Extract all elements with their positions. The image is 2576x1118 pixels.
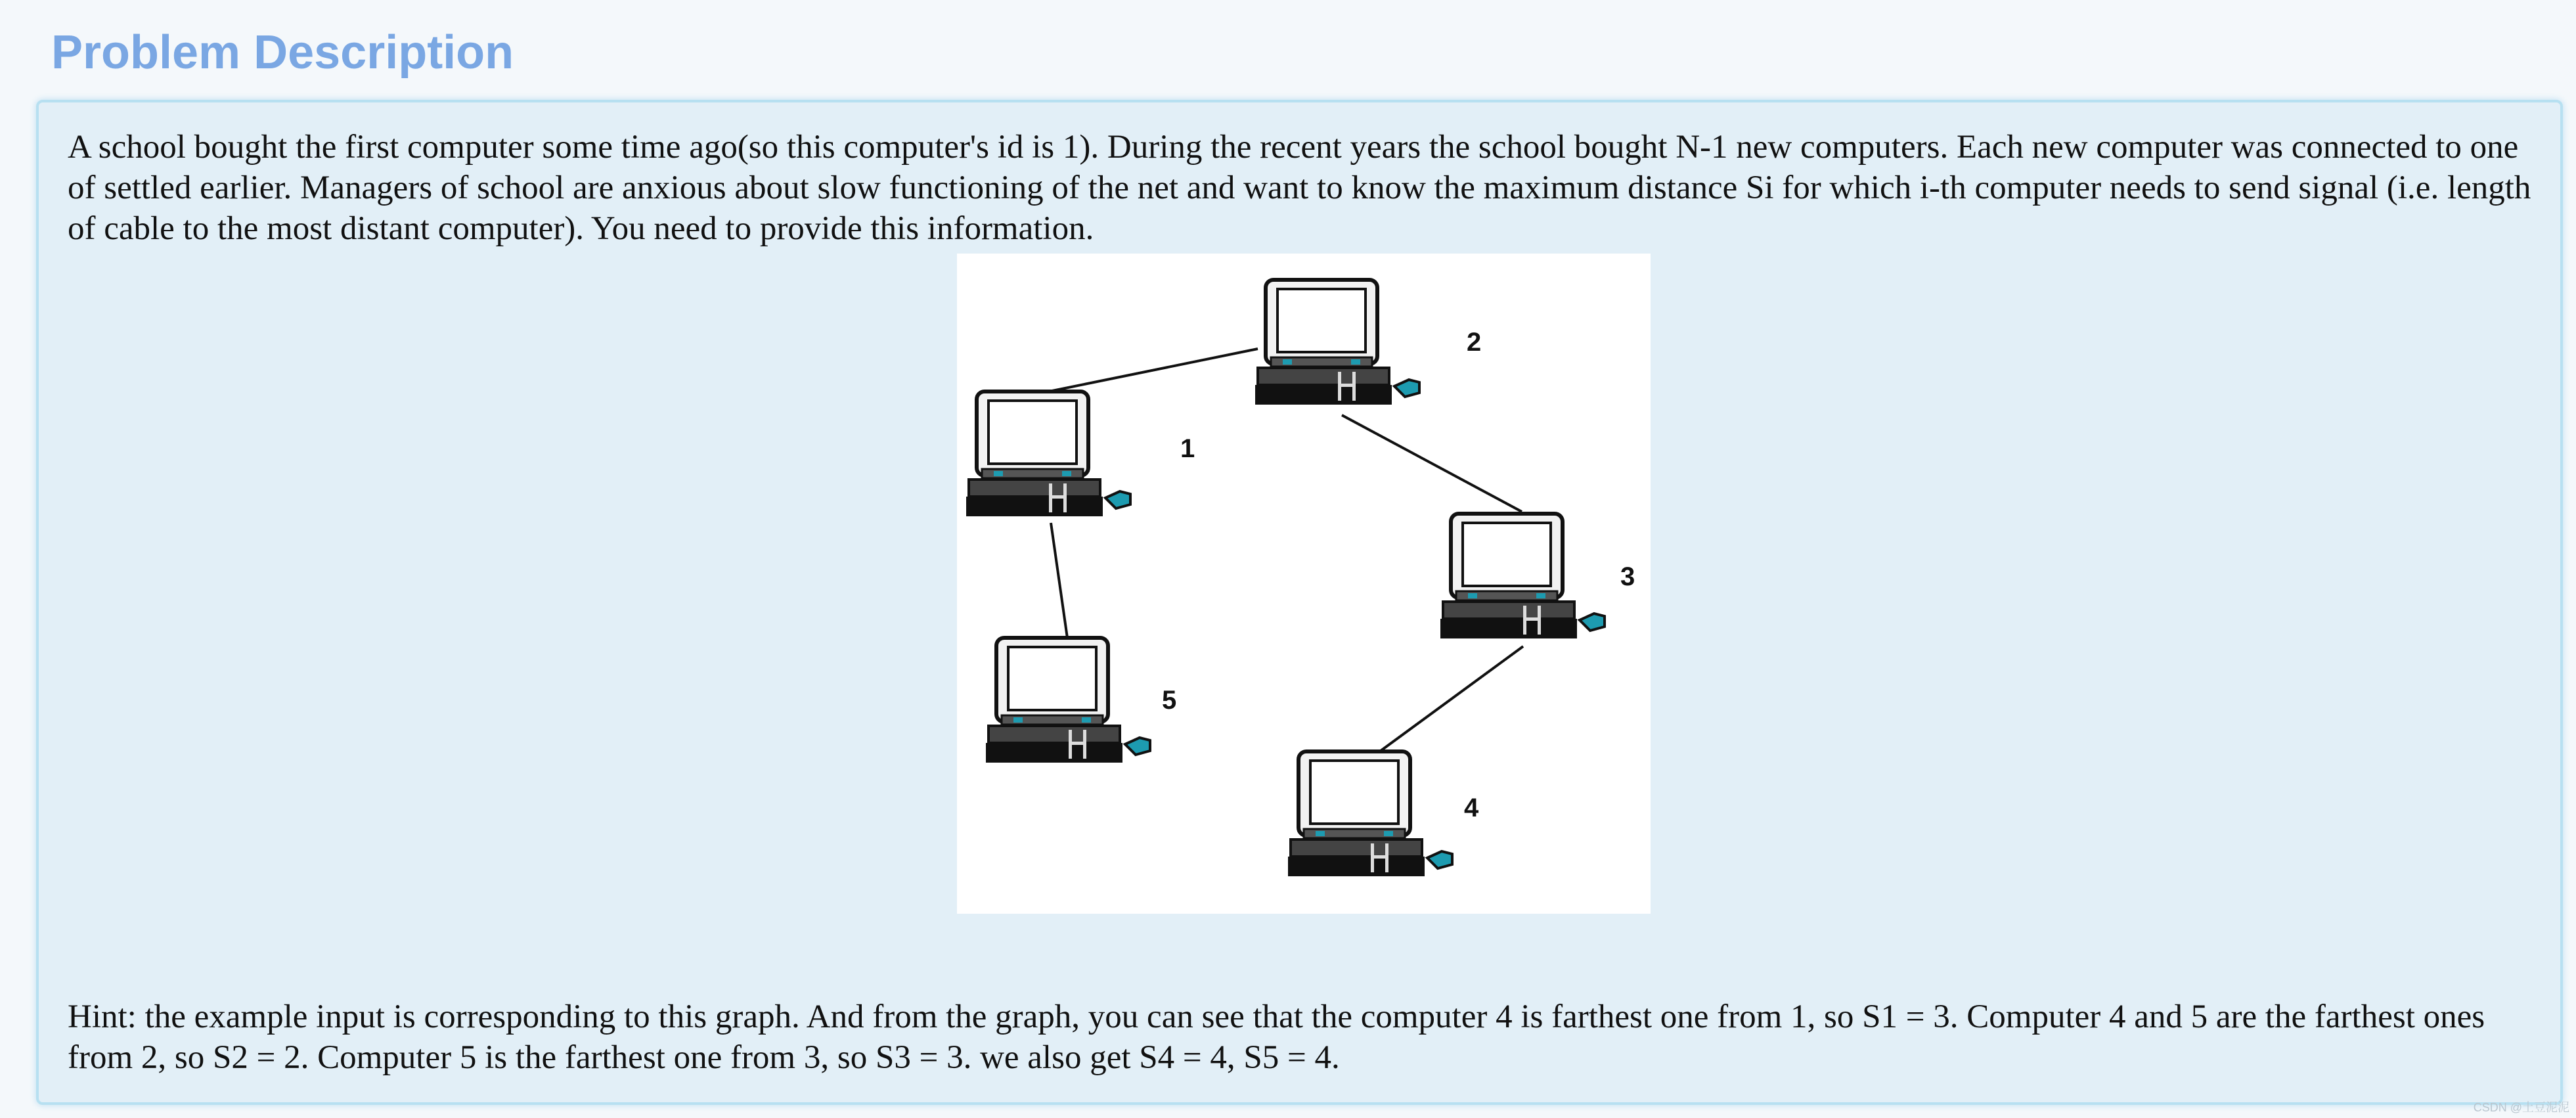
node-label-2: 2	[1467, 328, 1482, 357]
computer-2-icon	[1255, 280, 1419, 405]
edge-1-5	[1051, 523, 1067, 638]
computer-4-icon	[1288, 751, 1452, 876]
network-graph	[957, 254, 1651, 914]
problem-description-panel	[36, 100, 2563, 1105]
network-graph-figure	[957, 254, 1651, 914]
edge-2-3	[1342, 415, 1522, 512]
node-label-3: 3	[1620, 562, 1635, 591]
edge-1-2	[1049, 349, 1258, 391]
edge-3-4	[1371, 646, 1523, 758]
page-title: Problem Description	[51, 26, 514, 79]
problem-statement: A school bought the first computer some time ago(so this computer's id is 1). During the recent years the school bought N-1 new computers. Each new computer was connected to one of settled earlier. Managers of school are anxious about slow functioning of the net and want to know the maximum distance Si for which i-th computer needs to send signal (i.e. length of cable to the most distant computer). You need to provide this information.	[68, 129, 2531, 247]
node-label-5: 5	[1162, 686, 1177, 715]
watermark: CSDN @土豆泥泥	[2473, 1101, 2569, 1114]
hint-text: Hint: the example input is corresponding to this graph. And from the graph, you can see that the computer 4 is farthest one from 1, so S1 = 3. Computer 4 and 5 are the farthest ones from 2, so S2 = 2. Computer 5 is the farthest one from 3, so S3 = 3. we also get S4 = 4, S5 = 4.	[68, 998, 2485, 1076]
computer-5-icon	[986, 638, 1150, 763]
node-label-4: 4	[1464, 794, 1479, 822]
node-label-1: 1	[1180, 434, 1195, 463]
computer-1-icon	[966, 391, 1130, 516]
computer-3-icon	[1440, 514, 1605, 638]
